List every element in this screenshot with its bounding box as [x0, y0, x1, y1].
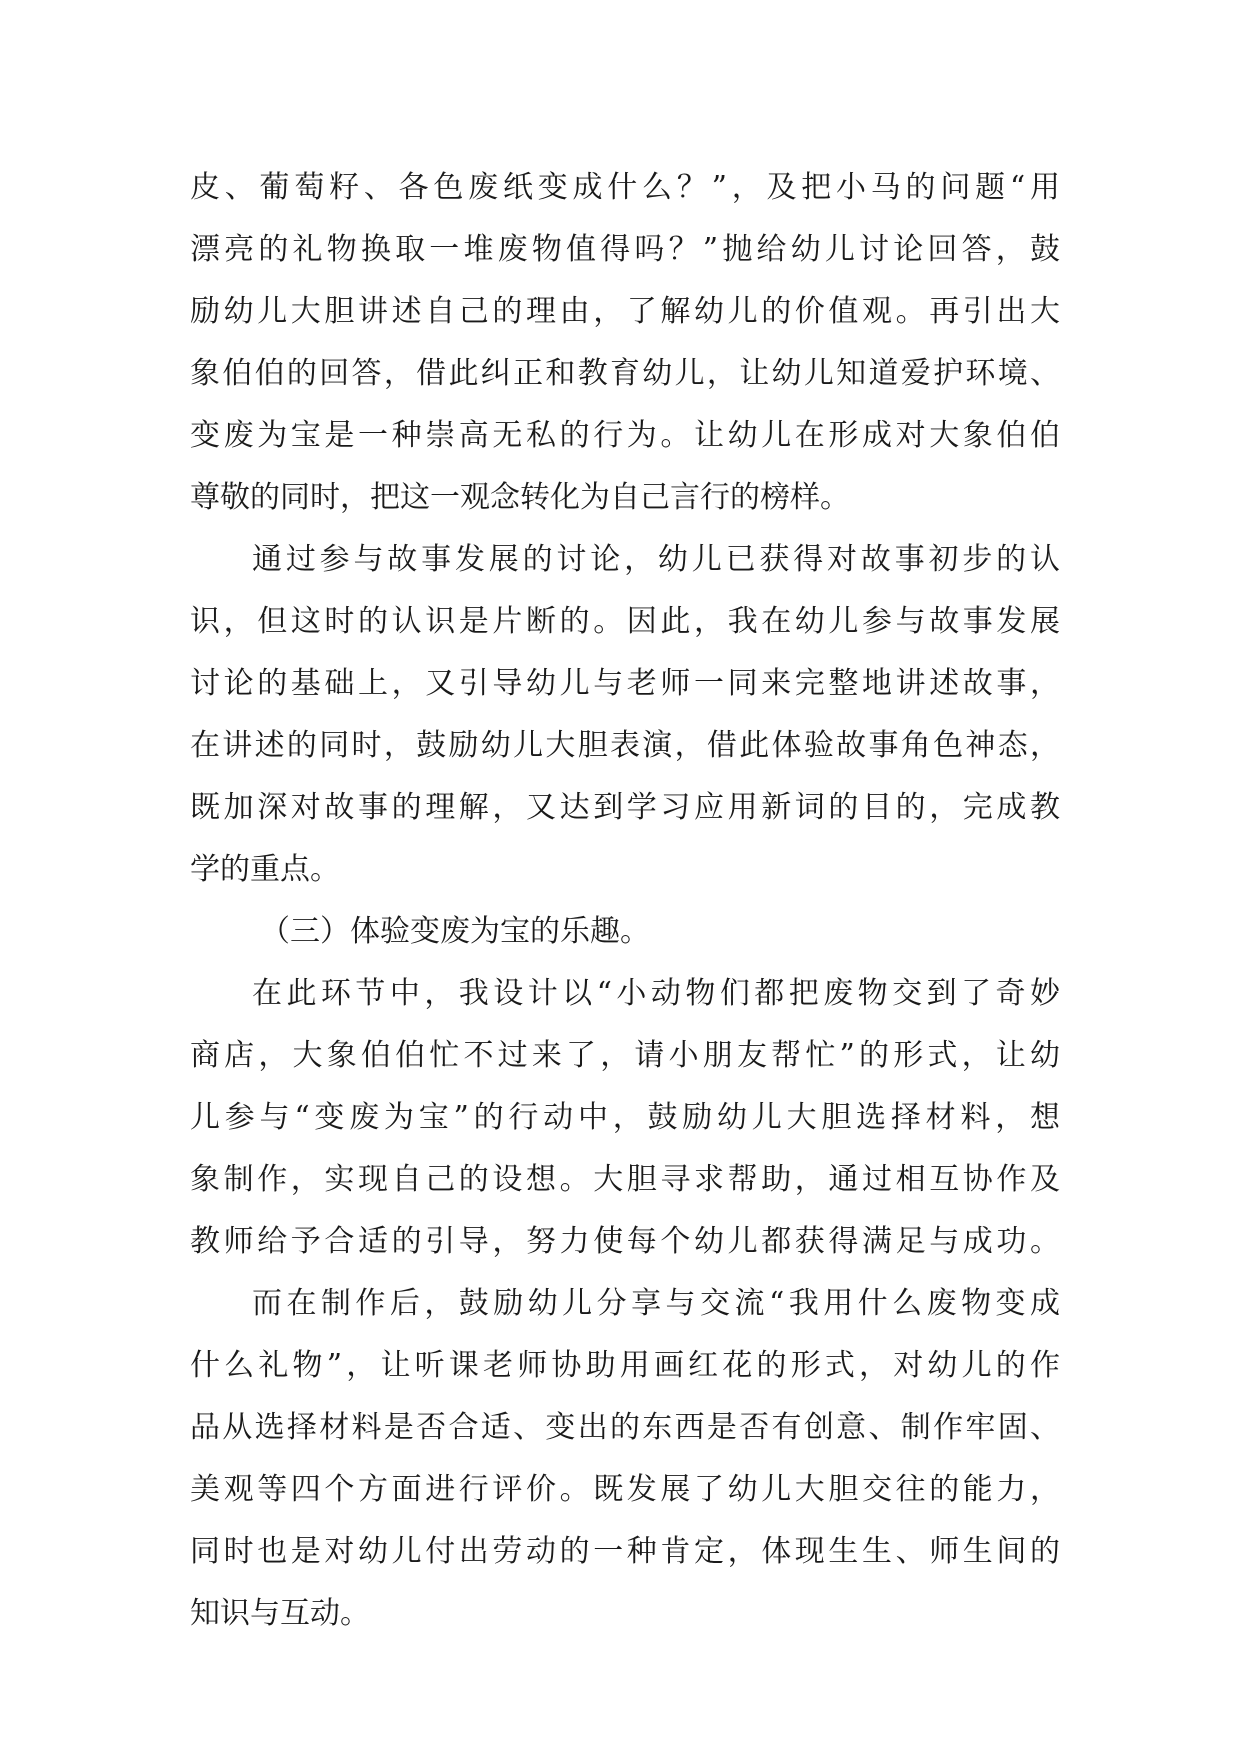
text-line: 同时也是对幼儿付出劳动的一种肯定，体现生生、师生间的 — [190, 1534, 1060, 1569]
text-line: 学的重点。 — [190, 852, 340, 887]
text-line: 知识与互动。 — [190, 1596, 370, 1631]
document-body — [190, 157, 1060, 1645]
text-line: 尊敬的同时，把这一观念转化为自己言行的榜样。 — [190, 480, 850, 515]
text-line: 儿参与“变废为宝”的行动中，鼓励幼儿大胆选择材料，想 — [190, 1100, 1060, 1135]
paragraph-first-line: 而在制作后，鼓励幼儿分享与交流“我用什么废物变成 — [252, 1286, 1060, 1321]
text-line: 讨论的基础上，又引导幼儿与老师一同来完整地讲述故事， — [190, 666, 1060, 701]
text-line: 象制作，实现自己的设想。大胆寻求帮助，通过相互协作及 — [190, 1162, 1060, 1197]
text-line: 商店，大象伯伯忙不过来了，请小朋友帮忙”的形式，让幼 — [190, 1038, 1060, 1073]
text-line: 品从选择材料是否合适、变出的东西是否有创意、制作牢固、 — [190, 1410, 1060, 1445]
text-line: 在讲述的同时，鼓励幼儿大胆表演，借此体验故事角色神态， — [190, 728, 1060, 763]
text-line: 既加深对故事的理解，又达到学习应用新词的目的，完成教 — [190, 790, 1060, 825]
text-line: 变废为宝是一种崇高无私的行为。让幼儿在形成对大象伯伯 — [190, 418, 1060, 453]
paragraph-first-line: 在此环节中，我设计以“小动物们都把废物交到了奇妙 — [252, 976, 1060, 1011]
paragraph-first-line: 通过参与故事发展的讨论，幼儿已获得对故事初步的认 — [252, 542, 1060, 577]
text-line: 漂亮的礼物换取一堆废物值得吗？”抛给幼儿讨论回答，鼓 — [190, 232, 1060, 267]
text-line: 美观等四个方面进行评价。既发展了幼儿大胆交往的能力， — [190, 1472, 1060, 1507]
text-line: 皮、葡萄籽、各色废纸变成什么？”，及把小马的问题“用 — [190, 170, 1060, 205]
text-line: 识，但这时的认识是片断的。因此，我在幼儿参与故事发展 — [190, 604, 1060, 639]
text-line: 象伯伯的回答，借此纠正和教育幼儿，让幼儿知道爱护环境、 — [190, 356, 1060, 391]
text-line: 励幼儿大胆讲述自己的理由，了解幼儿的价值观。再引出大 — [190, 294, 1060, 329]
text-line: 教师给予合适的引导，努力使每个幼儿都获得满足与成功。 — [190, 1224, 1060, 1259]
section-heading: （三）体验变废为宝的乐趣。 — [260, 914, 650, 949]
text-line: 什么礼物”，让听课老师协助用画红花的形式，对幼儿的作 — [190, 1348, 1060, 1383]
